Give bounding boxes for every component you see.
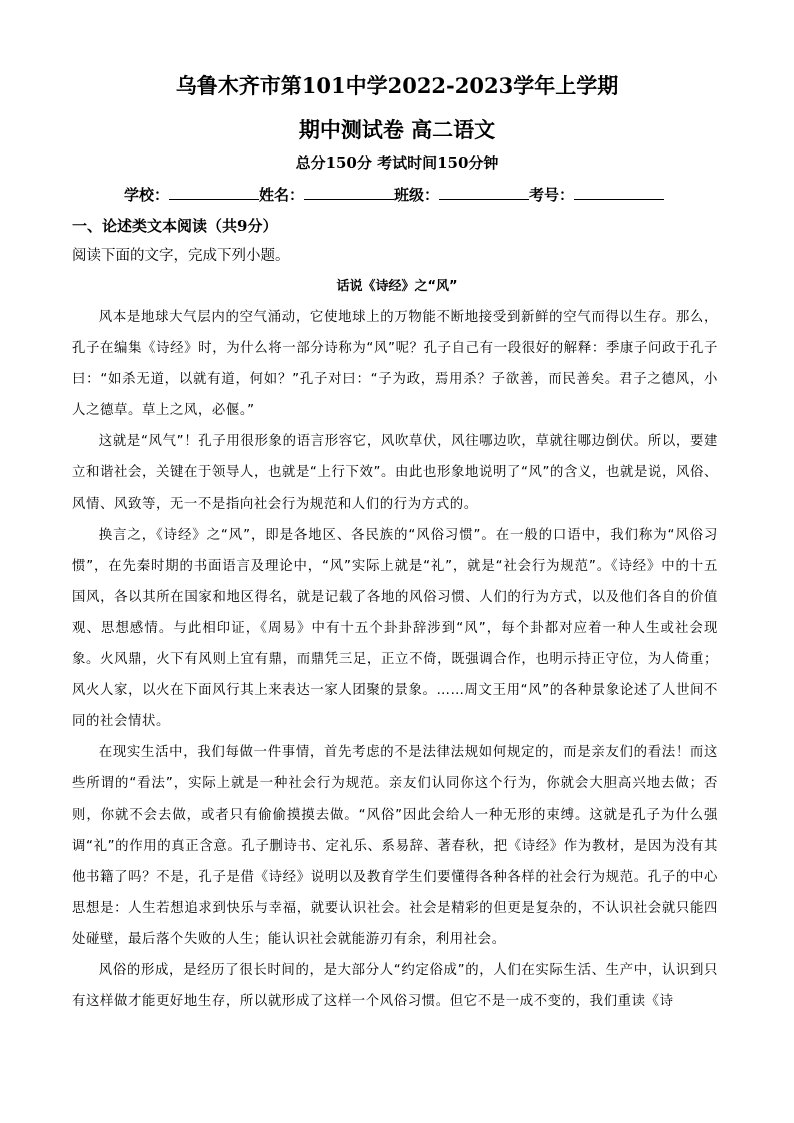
student-info-row: [124, 184, 684, 205]
article-paragraph: 风本是地球大气层内的空气涌动，它使地球上的万物能不断地接受到新鲜的空气而得以生存。那么，孔子在编集《诗经》时，为什么将一部分诗称为“风”呢？孔子自己有一段很好的解释：季康子问政于孔子曰：“如杀无道，以就有道，何如？”孔子对曰：“子为政，焉用杀？子欲善，而民善矣。君子之德风，小人之德草。草上之风，必偃。”: [72, 310, 718, 419]
article-paragraph: 换言之，《诗经》之“风”，即是各地区、各民族的“风俗习惯”。在一般的口语中，我们称为“风俗习惯”，在先秦时期的书面语言及理论中，“风”实际上就是“礼”，就是“社会行为规范”。《诗经》中的十五国风，各以其所在国家和地区得名，就是记载了各地的风俗习惯、人们的行为方式，以及他们各自的价值观、思想感情。与此相印证，《周易》中有十五个卦卦辞涉到“风”，每个卦都对应着一种人生或社会现象。火风鼎，火下有风则上宜有鼎，而鼎凭三足，正立不倚，既强调合作，也明示持正守位，为人倚重；风火人家，以火在下面风行其上来表达一家人团聚的景象。……周文王用“风”的各种景象论述了人世间不同的社会情状。: [72, 527, 718, 730]
school-label: 学校：: [124, 186, 170, 204]
exam-no-blank[interactable]: [574, 185, 664, 200]
section-instruction: 阅读下面的文字，完成下列小题。: [72, 248, 290, 264]
name-label: 姓名：: [259, 186, 305, 204]
article-paragraph: 这就是“风气”！孔子用很形象的语言形容它，风吹草伏，风往哪边吹，草就往哪边倒伏。所以，要建立和谐社会，关键在于领导人，也就是“上行下效”。由此也形象地说明了“风”的含义，也就是说，风俗、风情、风致等，无一不是指向社会行为规范和人们的行为方式的。: [72, 434, 718, 512]
exam-subtitle: 总分150分 考试时间150分钟: [295, 154, 499, 172]
class-blank[interactable]: [439, 185, 529, 200]
article-paragraph: 风俗的形成，是经历了很长时间的，是大部分人“约定俗成”的，人们在实际生活、生产中，认识到只有这样做才能更好地生存，所以就形成了这样一个风俗习惯。但它不是一成不变的，我们重读《诗: [72, 962, 718, 1010]
article-body: [72, 302, 718, 1017]
exam-title-line1: 乌鲁木齐市第101中学2022-2023学年上学期: [175, 73, 619, 98]
exam-title-line2: 期中测试卷 高二语文: [298, 117, 496, 142]
section-heading: 一、论述类文本阅读（共9分）: [72, 217, 278, 235]
name-blank[interactable]: [304, 185, 394, 200]
article-title: 话说《诗经》之“风”: [336, 279, 458, 294]
class-label: 班级：: [394, 186, 440, 204]
exam-no-label: 考号：: [529, 186, 575, 204]
school-blank[interactable]: [169, 185, 259, 200]
article-paragraph: 在现实生活中，我们每做一件事情，首先考虑的不是法律法规如何规定的，而是亲友们的看法！而这些所谓的“看法”，实际上就是一种社会行为规范。亲友们认同你这个行为，你就会大胆高兴地去做；否则，你就不会去做，或者只有偷偷摸摸去做。“风俗”因此会给人一种无形的束缚。这就是孔子为什么强调“礼”的作用的真正含意。孔子删诗书、定礼乐、系易辞、著春秋，把《诗经》作为教材，是因为没有其他书籍了吗？不是，孔子是借《诗经》说明以及教育学生们要懂得各种各样的社会行为规范。孔子的中心思想是：人生若想追求到快乐与幸福，就要认识社会。社会是精彩的但更是复杂的，不认识社会就只能四处碰壁，最后落个失败的人生；能认识社会就能游刃有余，利用社会。: [72, 745, 718, 947]
